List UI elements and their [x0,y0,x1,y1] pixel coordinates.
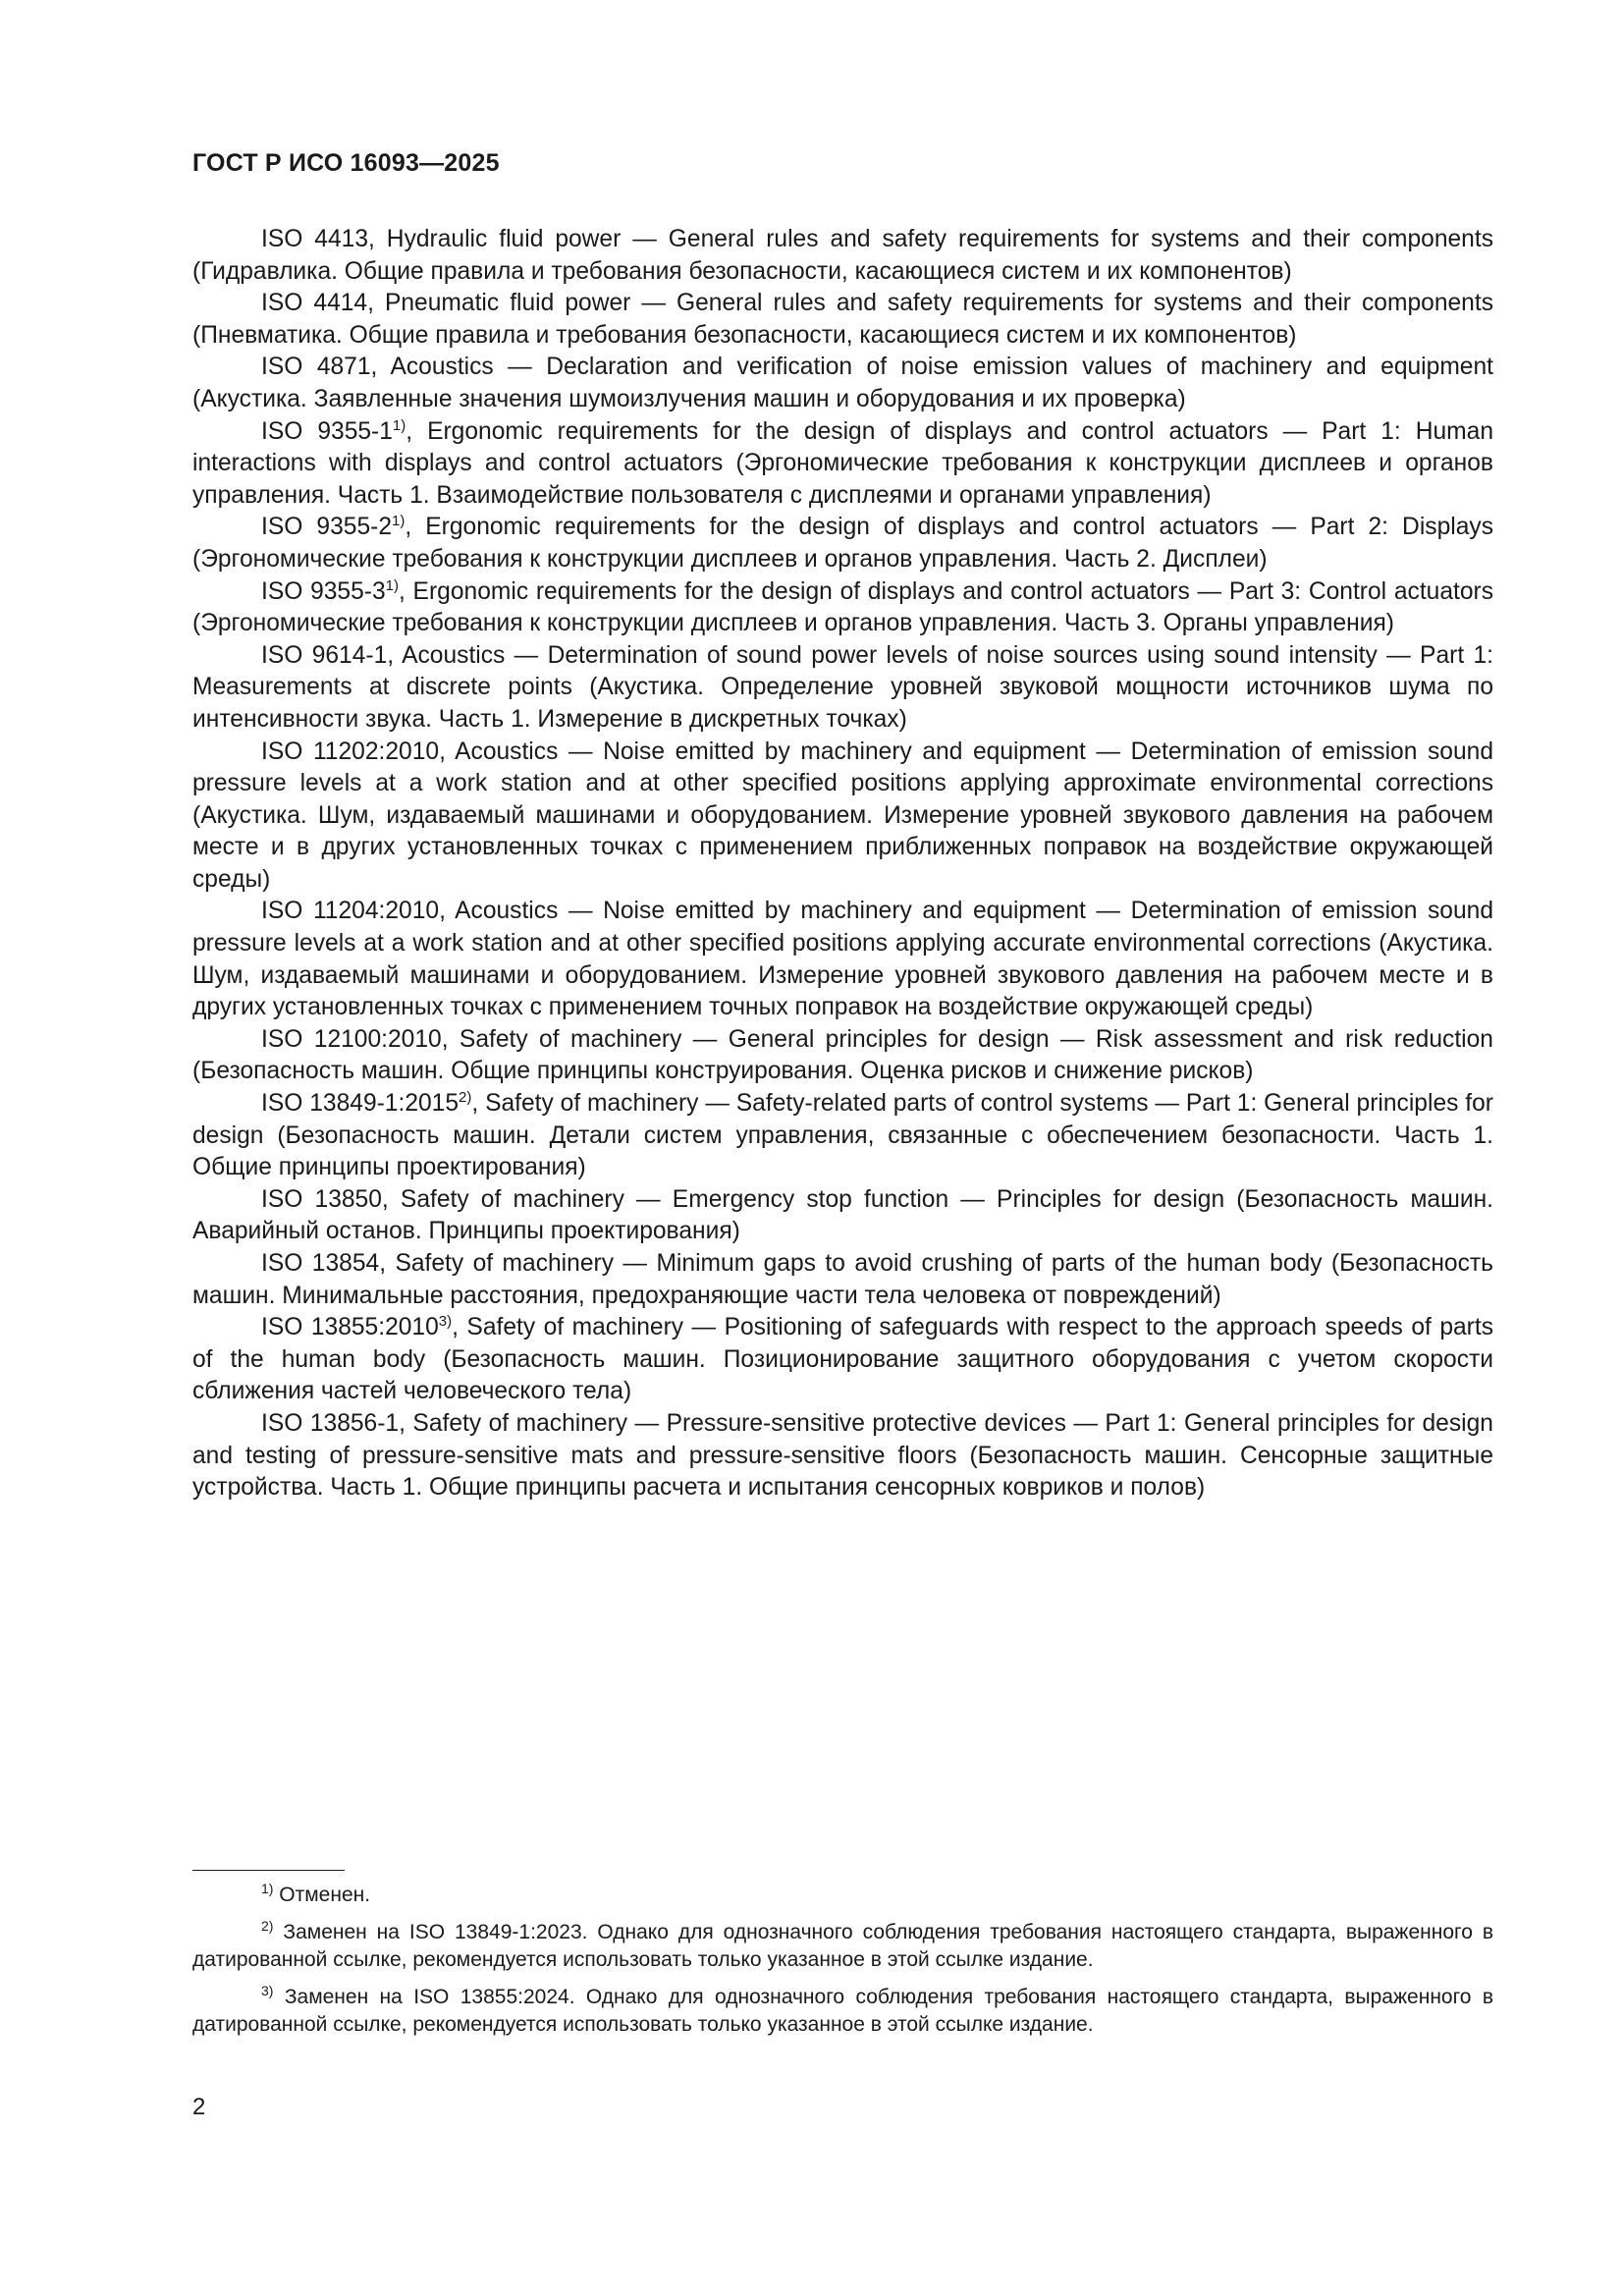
reference-code: ISO 13854 [261,1250,380,1277]
reference-item [192,1088,1493,1184]
footnote-marker: 1) [385,576,400,594]
reference-text: , Acoustics — Noise emitted by machinery and equipment — Determination of emission sound pressure levels at a work station and at other specified positions applying accurate environmental corrections (Акустика. Шум, издаваемый машинами и оборудованием. Измерение уровней звукового давления на рабочем месте и в других установленных точках с применением точных поправок на воздействие окружающей среды) [192,898,1493,1021]
reference-text: , Hydraulic fluid power — General rules and safety requirements for systems and their components (Гидравлика. Общие правила и требования безопасности, касающиеся систем и их компонентов) [192,226,1493,285]
footnote-item [192,1882,1493,1910]
reference-text: , Acoustics — Declaration and verification of noise emission values of machinery and equipment (Акустика. Заявленные значения шумоизлучения машин и оборудования и их проверка) [192,354,1493,412]
footnote-marker: 1) [392,513,406,530]
reference-text: , Ergonomic requirements for the design of displays and control actuators — Part 3: Control actuators (Эргономические требования к конструкции дисплеев и органов управления. Часть 3. Органы управления) [192,577,1494,637]
reference-code: ISO 12100:2010 [261,1025,442,1053]
reference-item [192,1312,1493,1408]
reference-text: , Safety of machinery — Minimum gaps to avoid crushing of parts of the human body (Безопасность машин. Минимальные расстояния, предохраняющие части тела человека от повреждений) [192,1250,1493,1309]
normative-references-list [192,224,1493,1504]
document-header: ГОСТ Р ИСО 16093—2025 [192,149,500,177]
footnote-marker: 3) [438,1313,453,1331]
reference-item [192,352,1493,415]
reference-text: , Safety of machinery — Pressure-sensitive protective devices — Part 1: General principles for design and testing of pressure-sensitive mats and pressure-sensitive floors (Безопасность машин. Сенсорные защитные устройства. Часть 1. Общие принципы расчета и испытания сенсорных ковриков и полов) [192,1409,1493,1502]
reference-code: ISO 9355-3 [261,577,386,605]
footnotes [192,1882,1493,2049]
reference-item [192,1184,1493,1248]
footnote-text: Отменен. [273,1884,371,1906]
reference-code: ISO 13850 [261,1185,382,1213]
footnote-text: Заменен на ISO 13849-1:2023. Однако для однозначного соблюдения требования настоящего стандарта, выраженного в датированной ссылке, рекомендуется использовать только указанное в этой ссылке издание. [192,1920,1493,1971]
reference-code: ISO 4413 [261,226,369,252]
reference-code: ISO 4414 [261,290,368,317]
reference-code: ISO 9614-1 [261,641,388,669]
reference-code: ISO 11202:2010 [261,738,440,765]
reference-code: ISO 9355-1 [261,417,393,445]
reference-item [192,896,1493,1023]
reference-code: ISO 13856-1 [261,1409,400,1437]
reference-item [192,1024,1493,1088]
footnote-item [192,1919,1493,1975]
footnote-marker: 1) [392,416,406,434]
footnote-mark: 1) [261,1881,274,1896]
reference-item [192,288,1493,352]
footnote-mark: 2) [261,1917,274,1934]
reference-code: ISO 13855:2010 [261,1314,439,1341]
reference-text: , Acoustics — Noise emitted by machinery and equipment — Determination of emission sound pressure levels at a work station and at other specified positions applying approximate environmental corrections (Акустика. Шум, издаваемый машинами и оборудованием. Измерение уровней звукового давления на рабочем месте и в других установленных точках с применением приближенных поправок на воздействие окружающей среды) [192,738,1493,893]
reference-item [192,576,1493,640]
reference-text: , Safety of machinery — Safety-related parts of control systems — Part 1: General principles for design (Безопасность машин. Детали систем управления, связанные с обеспечением безопасности. Часть 1. Общие принципы проектирования) [192,1090,1493,1181]
reference-text: , Safety of machinery — Emergency stop function — Principles for design (Безопасность машин. Аварийный останов. Принципы проектирования) [192,1185,1493,1245]
footnote-separator [192,1870,345,1871]
page-number: 2 [192,2094,206,2120]
reference-code: ISO 9355-2 [261,514,393,541]
reference-text: , Pneumatic fluid power — General rules and safety requirements for systems and their components (Пневматика. Общие правила и требования безопасности, касающиеся систем и их компонентов) [192,290,1493,349]
reference-code: ISO 13849-1:2015 [261,1090,460,1118]
reference-code: ISO 11204:2010 [261,898,440,925]
reference-text: , Safety of machinery — Positioning of safeguards with respect to the approach speeds of parts of the human body (Безопасность машин. Позиционирование защитного оборудования с учетом скорости сближения частей человеческого тела) [192,1314,1493,1405]
reference-text: , Acoustics — Determination of sound power levels of noise sources using sound intensity — Part 1: Measurements at discrete points (Акустика. Определение уровней звуковой мощности источников шума по интенсивности звука. Часть 1. Измерение в дискретных точках) [192,641,1493,733]
reference-item [192,512,1493,575]
reference-code: ISO 4871 [261,354,371,381]
footnote-item [192,1984,1493,2040]
reference-text: , Safety of machinery — General principles for design — Risk assessment and risk reduction (Безопасность машин. Общие принципы конструирования. Оценка рисков и снижение рисков) [192,1025,1493,1085]
reference-text: , Ergonomic requirements for the design of displays and control actuators — Part 2: Displays (Эргономические требования к конструкции дисплеев и органов управления. Часть 2. Дисплеи) [192,514,1493,573]
footnote-text: Заменен на ISO 13855:2024. Однако для однозначного соблюдения требования настоящего стандарта, выраженного в датированной ссылке, рекомендуется использовать только указанное в этой ссылке издание. [192,1985,1493,2036]
reference-item [192,640,1493,737]
reference-text: , Ergonomic requirements for the design of displays and control actuators — Part 1: Human interactions with displays and control actuators (Эргономические требования к конструкции дисплеев и органов управления. Часть 1. Взаимодействие пользователя с дисплеями и органами управления) [192,417,1493,509]
reference-item [192,1408,1493,1504]
reference-item [192,1248,1493,1312]
reference-item [192,224,1493,288]
reference-item [192,416,1493,513]
reference-item [192,737,1493,897]
footnote-marker: 2) [459,1089,472,1107]
footnote-mark: 3) [261,1982,274,1998]
